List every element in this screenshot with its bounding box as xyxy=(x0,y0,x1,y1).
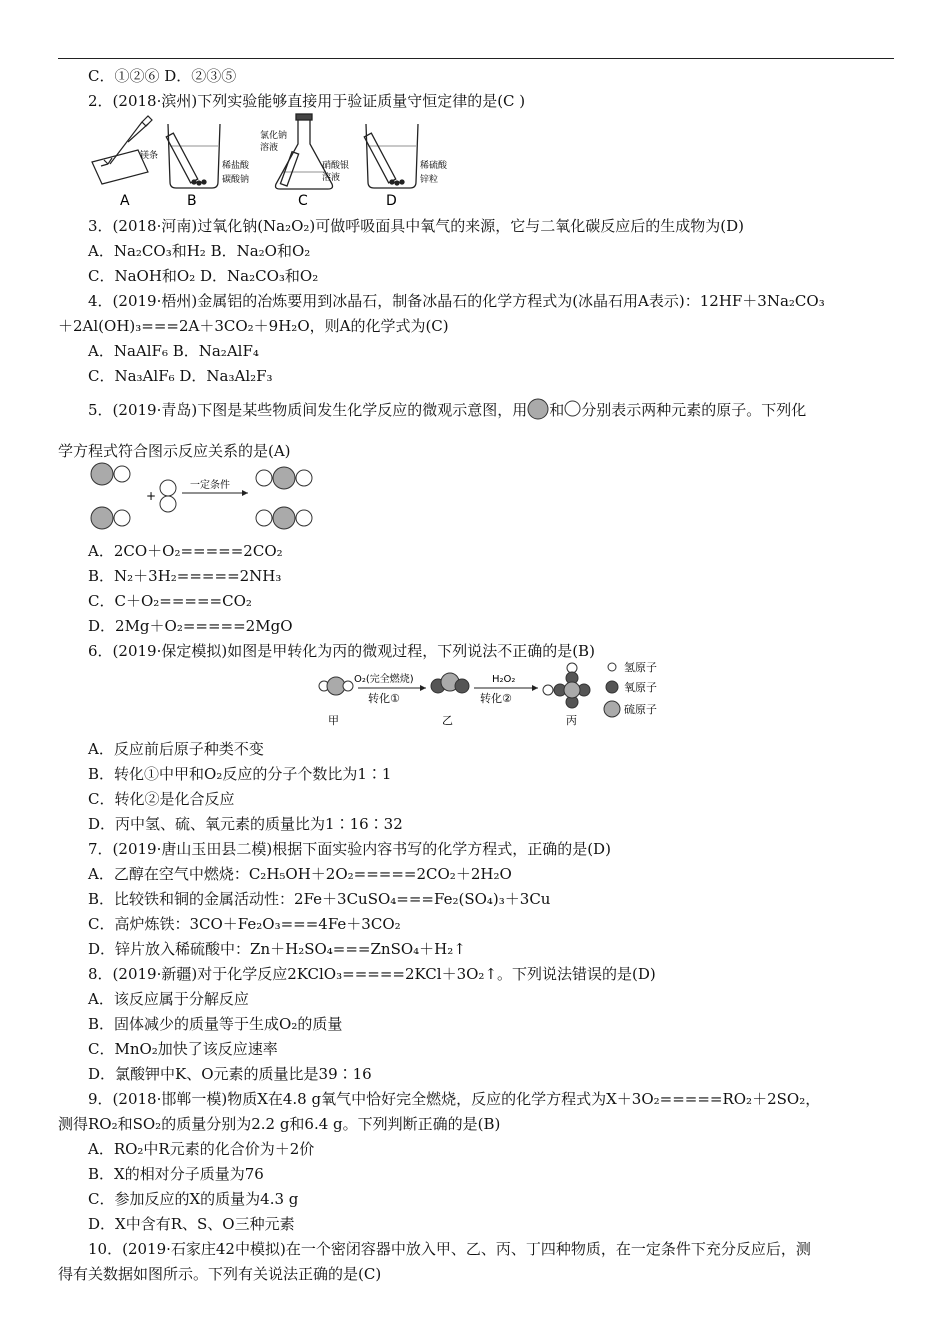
question-9-line2: 测得RO₂和SO₂的质量分别为2.2 g和6.4 g。下列判断正确的是(B) xyxy=(58,1115,501,1133)
question-10-line2: 得有关数据如图所示。下列有关说法正确的是(C) xyxy=(58,1265,382,1283)
label-h2so4: 稀硫酸 xyxy=(420,161,448,171)
q6-option-a: A．反应前后原子种类不变 xyxy=(88,740,264,758)
q5-text-part1: 5．(2019·青岛)下图是某些物质间发生化学反应的微观示意图，用 xyxy=(88,401,528,419)
label-b: B xyxy=(187,193,197,209)
q7-option-a: A．乙醇在空气中燃烧：C₂H₅OH＋2O₂=====2CO₂＋2H₂O xyxy=(88,865,512,883)
label-d: D xyxy=(386,193,397,209)
label-jia: 甲 xyxy=(328,714,339,727)
header-rule xyxy=(58,58,894,59)
label-c: C xyxy=(298,193,308,209)
q4-option-cd: C．Na₃AlF₆ D．Na₃Al₂F₃ xyxy=(88,367,273,385)
q9-option-d: D．X中含有R、S、O三种元素 xyxy=(88,1215,295,1233)
question-3: 3．(2018·河南)过氧化钠(Na₂O₂)可做呼吸面具中氧气的来源，它与二氧化碳反应后的生成物为(D) xyxy=(88,217,745,235)
label-agno3: 硝酸银 xyxy=(322,161,350,171)
legend-hydrogen: 氢原子 xyxy=(624,661,657,674)
q5-option-a: A．2CO＋O₂=====2CO₂ xyxy=(88,542,283,560)
label-hcl: 稀盐酸 xyxy=(222,161,250,171)
label-zn: 锌粒 xyxy=(420,175,439,185)
q9-option-c: C．参加反应的X的质量为4.3 g xyxy=(88,1190,299,1208)
q8-option-a: A．该反应属于分解反应 xyxy=(88,990,249,1008)
label-nacl: 氯化钠 xyxy=(260,131,288,141)
q3-option-ab: A．Na₂CO₃和H₂ B．Na₂O和O₂ xyxy=(88,242,311,260)
question-7: 7．(2019·唐山玉田县二模)根据下面实验内容书写的化学方程式，正确的是(D) xyxy=(88,840,611,858)
small-white-atom-icon xyxy=(564,400,581,417)
step1-label: 转化① xyxy=(368,692,400,705)
q5-text-and: 和 xyxy=(549,401,565,419)
q7-option-d: D．锌片放入稀硫酸中：Zn＋H₂SO₄===ZnSO₄＋H₂↑ xyxy=(88,940,466,958)
step2-label: 转化② xyxy=(480,692,512,705)
q6-option-b: B．转化①中甲和O₂反应的分子个数比为1∶1 xyxy=(88,765,392,783)
apparatus-a xyxy=(92,116,152,184)
apparatus-b xyxy=(166,124,220,188)
label-yi: 乙 xyxy=(442,714,453,727)
q5-option-c: C．C＋O₂=====CO₂ xyxy=(88,592,252,610)
q5-reaction-diagram xyxy=(88,461,328,533)
plus-sign: + xyxy=(146,489,157,503)
label-mg-ribbon: 镁条 xyxy=(140,151,159,161)
q2-apparatus-figure xyxy=(90,112,470,210)
q5-option-b: B．N₂＋3H₂=====2NH₃ xyxy=(88,567,282,585)
label-solution-2: 溶液 xyxy=(322,173,341,183)
label-a: A xyxy=(120,193,130,209)
step1-condition: O₂(完全燃烧) xyxy=(354,674,414,685)
label-solution-1: 溶液 xyxy=(260,143,279,153)
q6-option-d: D．丙中氢、硫、氧元素的质量比为1∶16∶32 xyxy=(88,815,403,833)
question-2: 2．(2018·滨州)下列实验能够直接用于验证质量守恒定律的是(C ) xyxy=(88,92,526,110)
question-5-line1 xyxy=(88,398,806,420)
q6-option-c: C．转化②是化合反应 xyxy=(88,790,235,808)
q8-option-b: B．固体减少的质量等于生成O₂的质量 xyxy=(88,1015,343,1033)
step2-condition: H₂O₂ xyxy=(492,674,516,685)
q9-option-a: A．RO₂中R元素的化合价为＋2价 xyxy=(88,1140,315,1158)
q5-text-part2: 分别表示两种元素的原子。下列化 xyxy=(581,401,807,419)
question-5-line2: 学方程式符合图示反应关系的是(A) xyxy=(58,442,291,460)
question-10-line1: 10．(2019·石家庄42中模拟)在一个密闭容器中放入甲、乙、丙、丁四种物质，在一定条件下充分反应后，测 xyxy=(88,1240,811,1258)
label-bing: 丙 xyxy=(566,714,577,727)
question-9-line1: 9．(2018·邯郸一模)物质X在4.8 g氧气中恰好完全燃烧，反应的化学方程式为X＋3O₂=====RO₂＋2SO₂， xyxy=(88,1090,821,1108)
legend-oxygen: 氧原子 xyxy=(624,681,657,694)
q8-option-d: D．氯酸钾中K、O元素的质量比是39∶16 xyxy=(88,1065,372,1083)
q7-option-c: C．高炉炼铁：3CO＋Fe₂O₃===4Fe＋3CO₂ xyxy=(88,915,401,933)
q9-option-b: B．X的相对分子质量为76 xyxy=(88,1165,264,1183)
q8-option-c: C．MnO₂加快了该反应速率 xyxy=(88,1040,278,1058)
question-6: 6．(2019·保定模拟)如图是甲转化为丙的微观过程，下列说法不正确的是(B) xyxy=(88,642,595,660)
question-8: 8．(2019·新疆)对于化学反应2KClO₃=====2KCl＋3O₂↑。下列说法错误的是(D) xyxy=(88,965,656,983)
q4-option-ab: A．NaAlF₆ B．Na₂AlF₄ xyxy=(88,342,259,360)
question-4-line2: ＋2Al(OH)₃===2A＋3CO₂＋9H₂O，则A的化学式为(C) xyxy=(58,317,449,335)
q5-option-d: D．2Mg＋O₂=====2MgO xyxy=(88,617,293,635)
reaction-condition: 一定条件 xyxy=(190,480,230,491)
apparatus-d xyxy=(364,124,418,188)
label-na2co3: 碳酸钠 xyxy=(222,175,250,185)
large-gray-atom-icon xyxy=(527,398,549,420)
q3-option-cd: C．NaOH和O₂ D．Na₂CO₃和O₂ xyxy=(88,267,319,285)
question-4-line1: 4．(2019·梧州)金属铝的冶炼要用到冰晶石，制备冰晶石的化学方程式为(冰晶石用A表示)：12HF＋3Na₂CO₃ xyxy=(88,292,825,310)
q7-option-b: B．比较铁和铜的金属活动性：2Fe＋3CuSO₄===Fe₂(SO₄)₃＋3Cu xyxy=(88,890,551,908)
legend-sulfur: 硫原子 xyxy=(624,703,657,716)
q1-options: C．①②⑥ D．②③⑤ xyxy=(88,67,237,85)
q6-conversion-diagram xyxy=(314,660,674,732)
